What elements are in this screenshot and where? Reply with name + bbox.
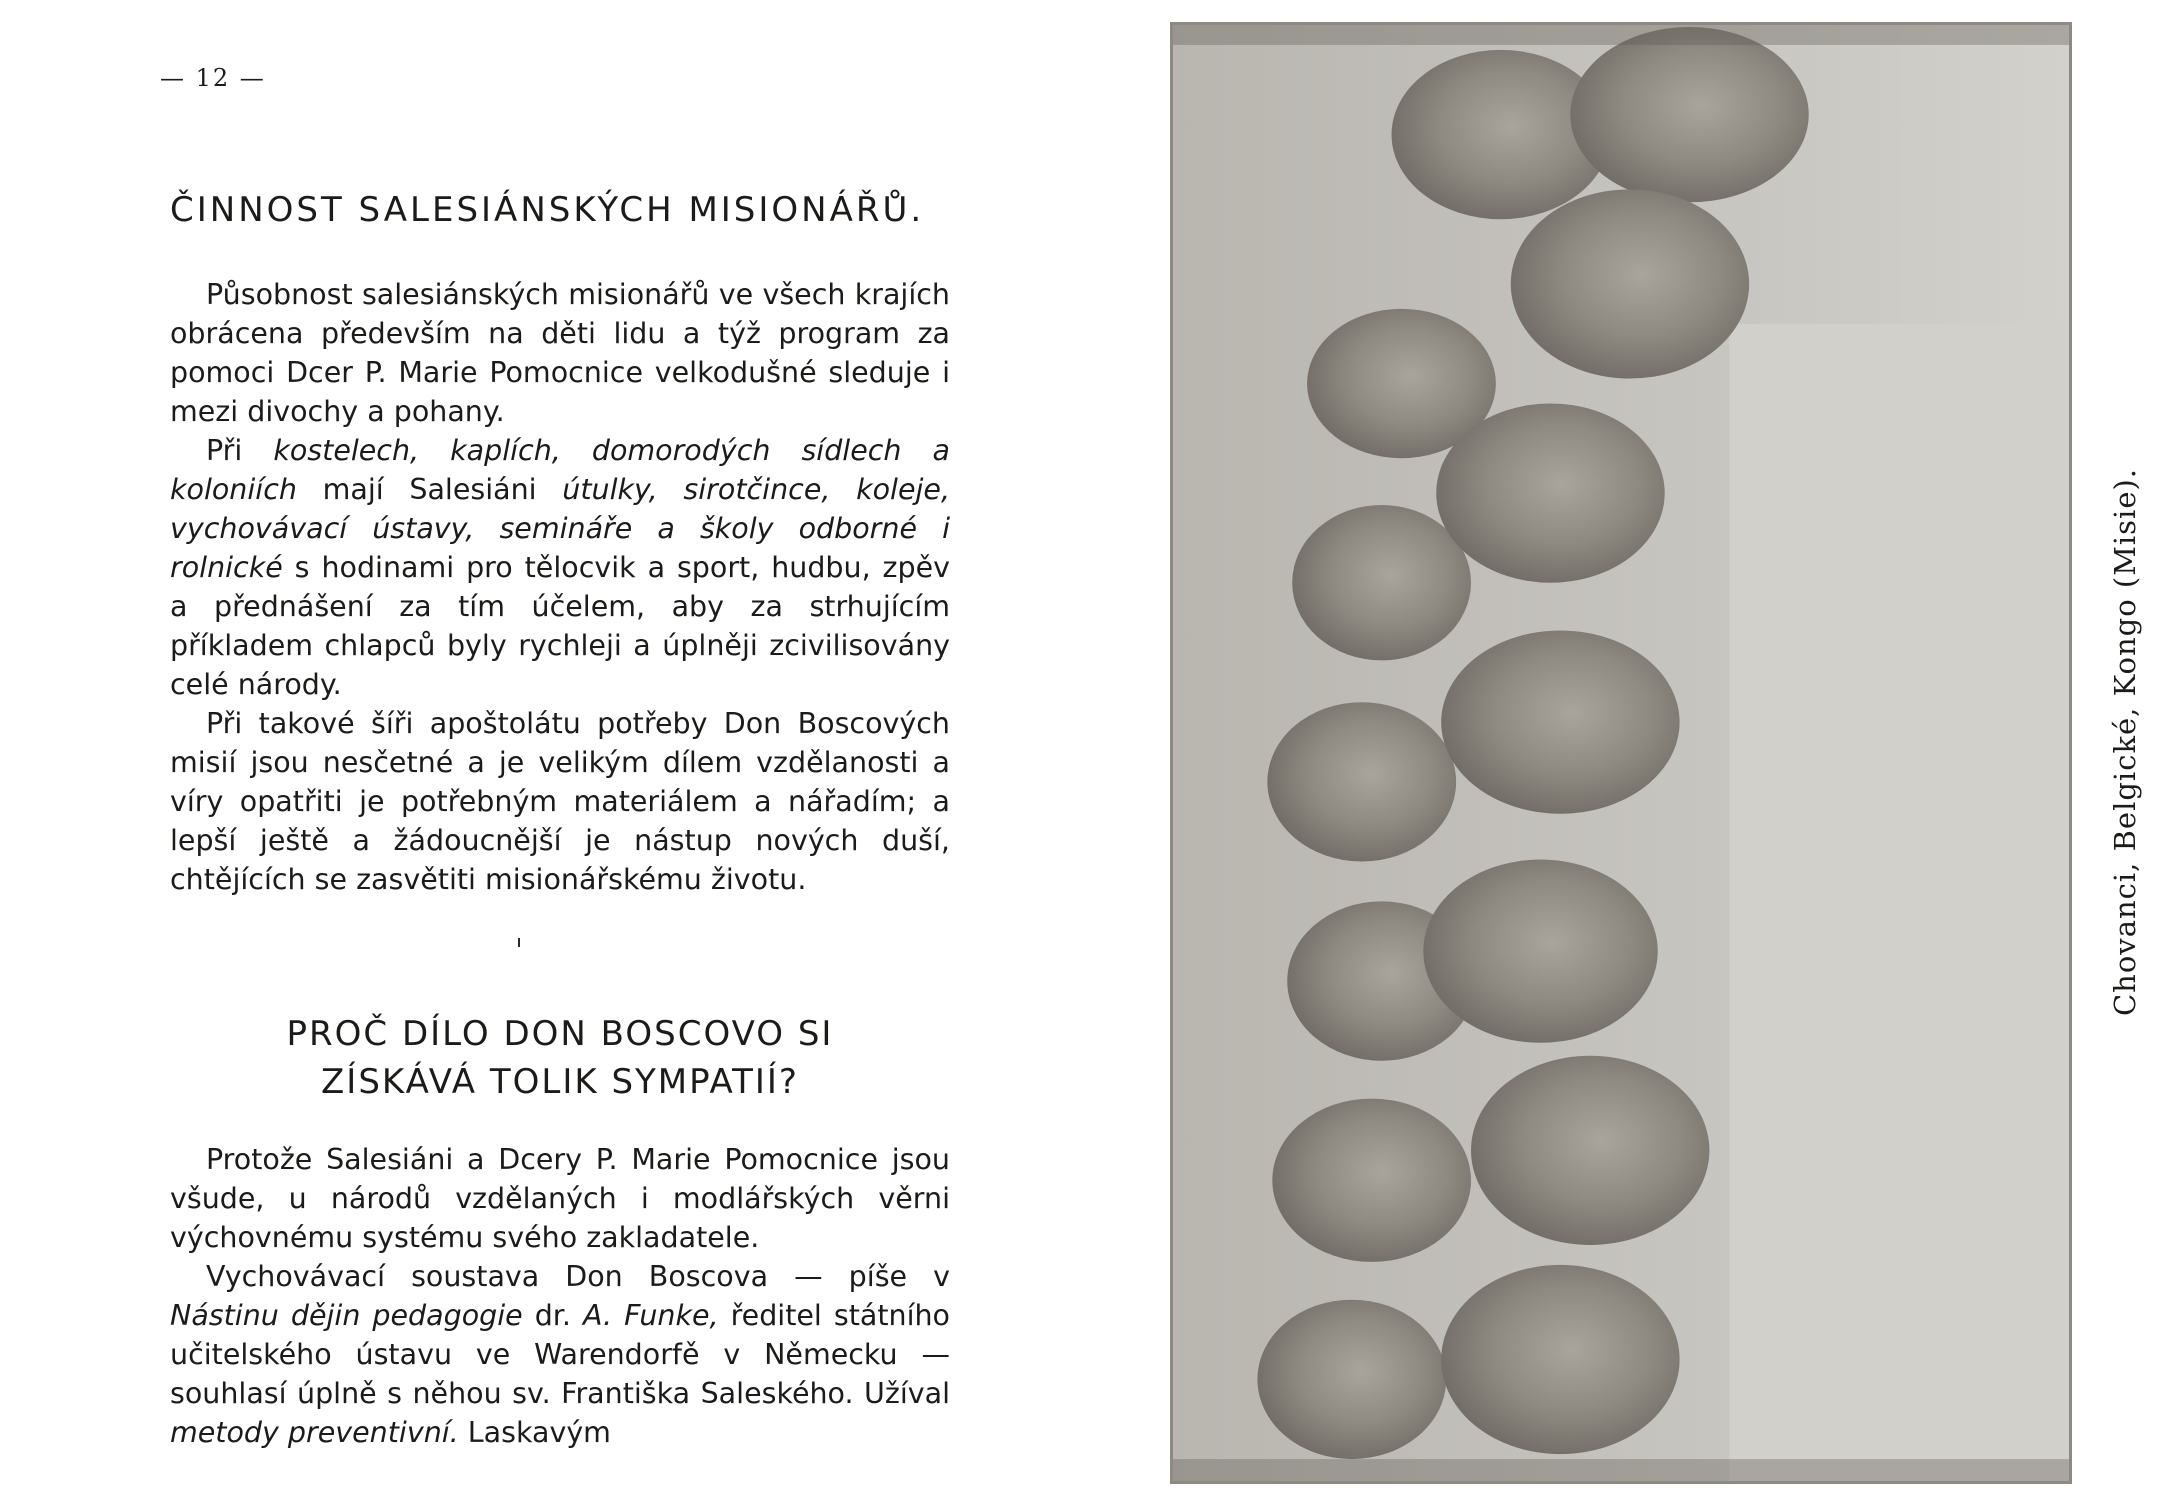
italic-run: A. Funke, bbox=[582, 1299, 719, 1332]
paragraph: Protože Salesiáni a Dcery P. Marie Pomocnice jsou všude, u národů vzdělaných i modlářských věrni výchovnému systému svého zakladatele. bbox=[170, 1143, 950, 1254]
paragraph bbox=[170, 431, 950, 704]
title-line: PROČ DÍLO DON BOSCOVO SI bbox=[286, 1014, 834, 1054]
section-title-activity: ČINNOST SALESIÁNSKÝCH MISIONÁŘŮ. bbox=[170, 190, 925, 230]
print-mark bbox=[518, 938, 520, 947]
paragraph: Při takové šíři apoštolátu potřeby Don Boscových misií jsou nesčetné a je velikým dílem vzdělanosti a víry opatřiti je potřebným materiálem a nářadím; a lepší ještě a žádoucnější je nástup nových duší, chtějících se zasvětiti misionářskému životu. bbox=[170, 707, 950, 896]
text-run: s hodinami pro tělocvik a sport, hudbu, zpěv a přednášení za tím účelem, aby za strhujícím příkladem chlapců byly rychleji a úplněji zcivilisovány celé národy. bbox=[170, 551, 950, 701]
title-line: ZÍSKÁVÁ TOLIK SYMPATIÍ? bbox=[321, 1062, 799, 1102]
italic-run: kostelech, kaplích, domorodých sídlech a koloniích bbox=[170, 434, 950, 506]
text-run: Vychovávací soustava Don Boscova — píše v bbox=[206, 1260, 950, 1293]
section-body-activity bbox=[170, 275, 950, 899]
photo-caption-text: Chovanci, Belgické, Kongo (Misie). bbox=[2108, 467, 2142, 1017]
italic-run: Nástinu dějin pedagogie bbox=[170, 1299, 523, 1332]
text-run: mají Salesiáni bbox=[296, 473, 563, 506]
italic-run: metody preventivní. bbox=[170, 1416, 459, 1449]
text-run: Při bbox=[206, 434, 274, 467]
text-run: dr. bbox=[522, 1299, 583, 1332]
section-body-sympathy bbox=[170, 1140, 950, 1452]
text-run: ředitel státního učitelského ústavu ve Warendorfě v Německu — souhlasí úplně s něhou sv. Františka Saleského. Užíval bbox=[170, 1299, 950, 1410]
text-run: Laskavým bbox=[458, 1416, 611, 1449]
paragraph bbox=[170, 1257, 950, 1452]
paragraph: Působnost salesiánských misionářů ve všech krajích obrácena především na děti lidu a týž program za pomoci Dcer P. Marie Pomocnice velkodušné sleduje i mezi divochy a pohany. bbox=[170, 278, 950, 428]
italic-run: útulky, sirotčince, koleje, vychovávací ústavy, semináře a školy odborné i rolnické bbox=[170, 473, 950, 584]
group-photo-image bbox=[1173, 25, 2069, 1481]
page-number: — 12 — bbox=[160, 64, 266, 92]
group-photo bbox=[1170, 22, 2072, 1484]
section-title-sympathy bbox=[170, 1010, 950, 1106]
right-page bbox=[1088, 0, 2176, 1500]
